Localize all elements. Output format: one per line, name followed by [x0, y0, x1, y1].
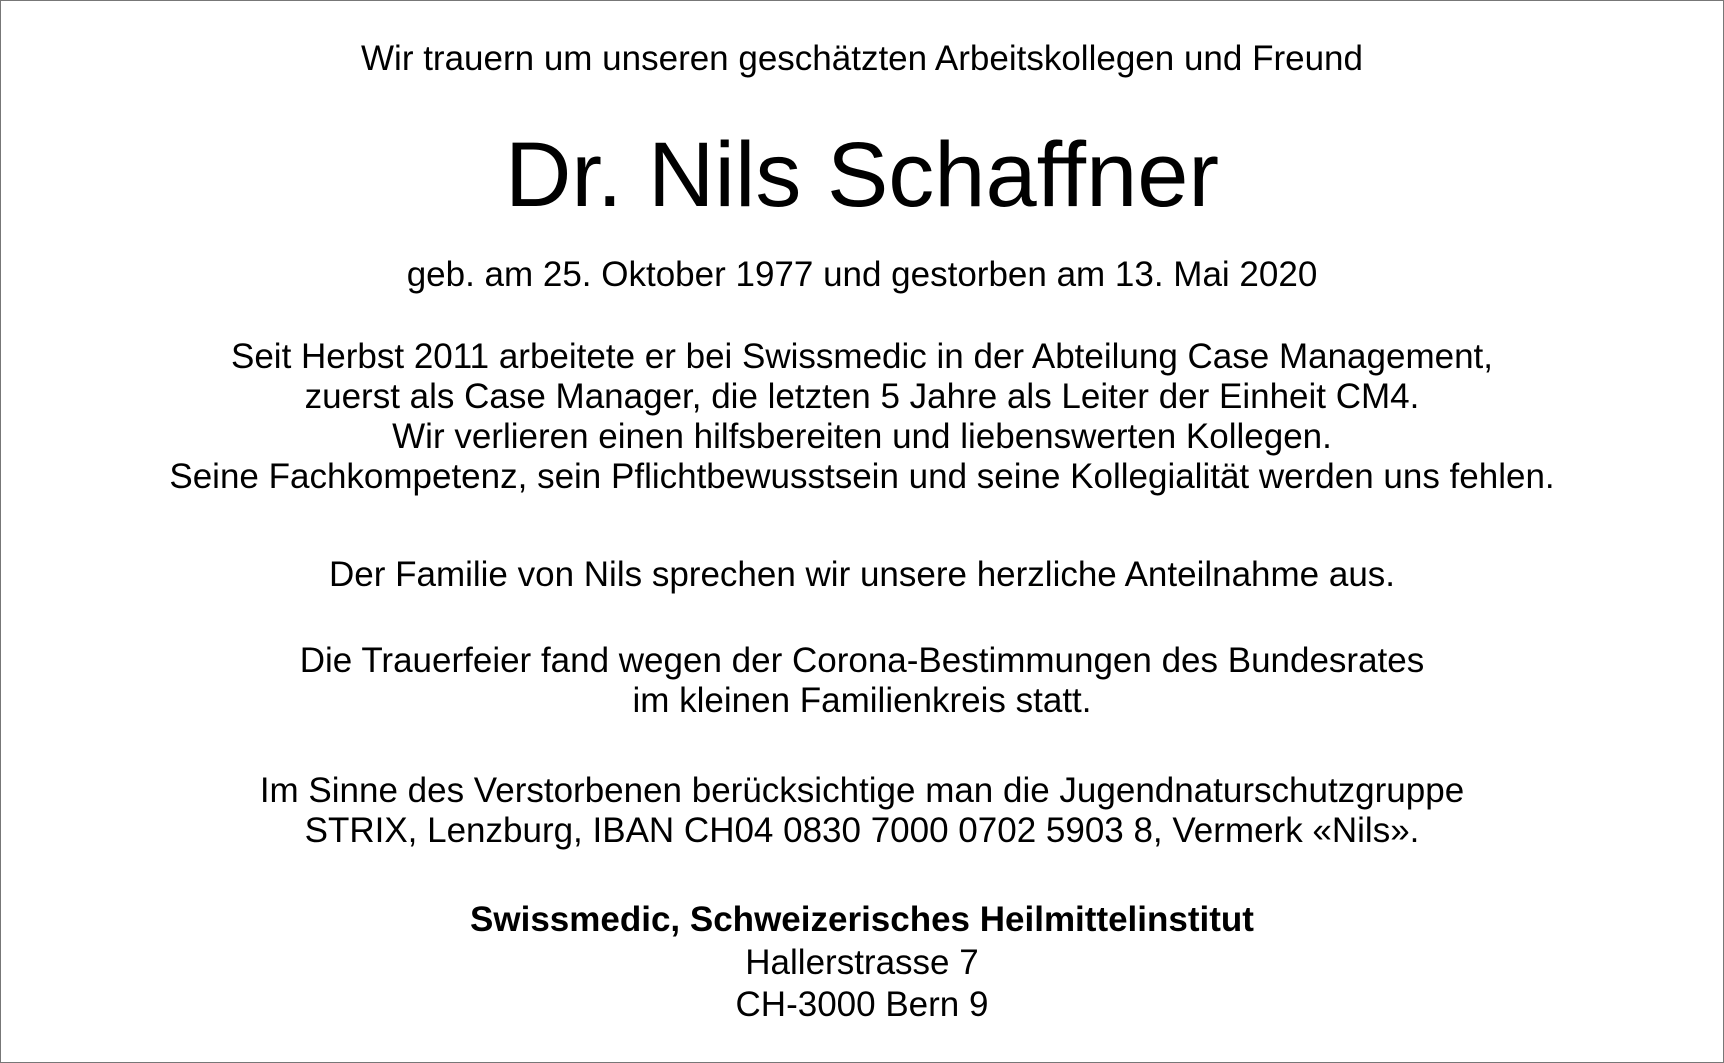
- career-line-3: Wir verlieren einen hilfsbereiten und liebenswerten Kollegen.: [392, 417, 1332, 456]
- career-line-2: zuerst als Case Manager, die letzten 5 Jahre als Leiter der Einheit CM4.: [304, 377, 1420, 416]
- deceased-name: Dr. Nils Schaffner: [504, 124, 1220, 226]
- career-line-1: Seit Herbst 2011 arbeitete er bei Swissmedic in der Abteilung Case Management,: [231, 337, 1493, 376]
- sender-organization: Swissmedic, Schweizerisches Heilmittelinstitut: [470, 900, 1254, 939]
- sender-street: Hallerstrasse 7: [745, 943, 979, 982]
- life-dates: geb. am 25. Oktober 1977 und gestorben am 13. Mai 2020: [406, 255, 1318, 294]
- sender-city: CH-3000 Bern 9: [735, 985, 989, 1024]
- donation-line-1: Im Sinne des Verstorbenen berücksichtige man die Jugendnaturschutzgruppe: [259, 771, 1465, 810]
- ceremony-line-1: Die Trauerfeier fand wegen der Corona-Bestimmungen des Bundesrates: [299, 641, 1425, 680]
- intro-text: Wir trauern um unseren geschätzten Arbeitskollegen und Freund: [361, 39, 1363, 78]
- career-line-4: Seine Fachkompetenz, sein Pflichtbewusstsein und seine Kollegialität werden uns fehlen.: [169, 457, 1555, 496]
- condolence-text: Der Familie von Nils sprechen wir unsere herzliche Anteilnahme aus.: [328, 555, 1396, 594]
- donation-line-2: STRIX, Lenzburg, IBAN CH04 0830 7000 0702 5903 8, Vermerk «Nils».: [304, 811, 1420, 850]
- ceremony-line-2: im kleinen Familienkreis statt.: [632, 681, 1092, 720]
